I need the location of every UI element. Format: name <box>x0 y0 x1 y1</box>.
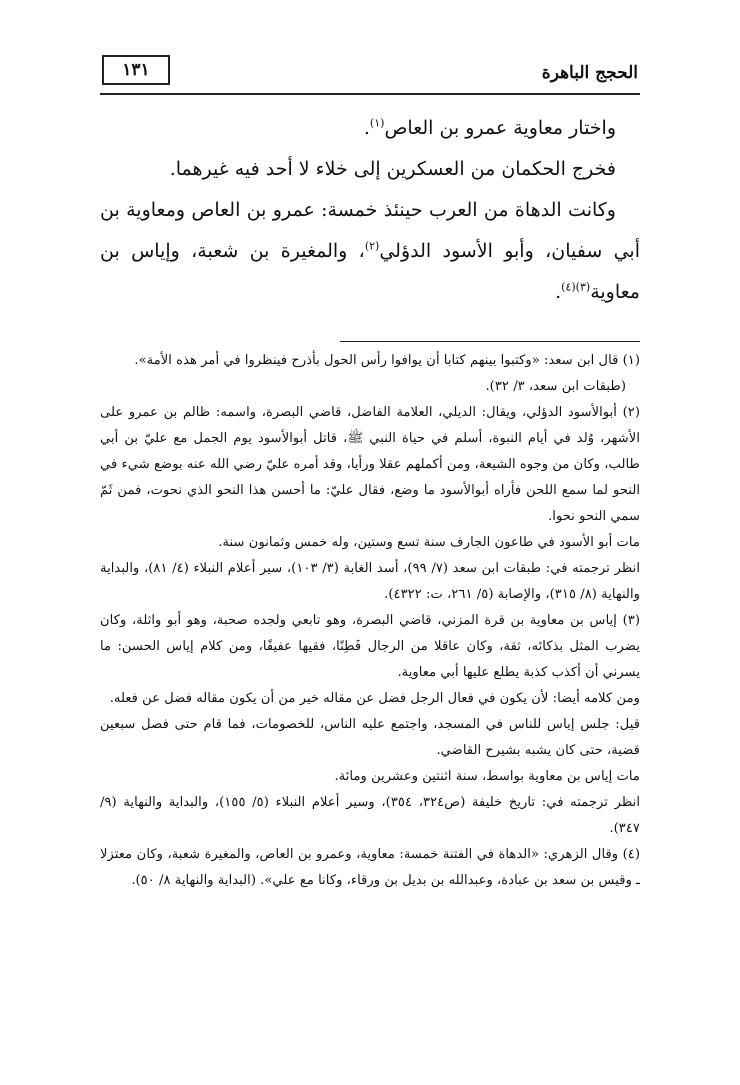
running-header-title: الحجج الباهرة <box>541 63 638 83</box>
footnote-3-death: مات إياس بن معاوية بواسط، سنة اثنتين وعشرين ومائة. <box>334 769 640 784</box>
footnote-ref-2: (٢) <box>364 239 380 253</box>
paragraph-3-end: . <box>555 281 562 303</box>
footnote-3-anecdote: قيل: جلس إياس للناس في المسجد، واجتمع عليه الناس، للخصومات، فما قام حتى فصل سبعين قضية، حتى كان يشبه بشيرح القاضي. <box>100 717 640 758</box>
paragraph-1-text: واختار معاوية عمرو بن العاص <box>384 117 616 139</box>
paragraph-3 <box>100 190 640 313</box>
footnote-1-source: (طبقات ابن سعد، ٣/ ٣٢). <box>485 379 626 394</box>
paragraph-3-mid: ، والمغيرة بن شعبة، وإياس بن معاوية <box>100 240 640 303</box>
footnote-2: (٢) أبوالأسود الدؤلي، ويقال: الديلي، العلامة الفاضل، قاضي البصرة، واسمه: ظالم بن عمرو على الأشهر، وُلد في أيام النبوة، أسلم في حياة النبي ﷺ، قاتل أبوالأسود يوم الجمل مع عليّ بن أبي طالب، وكان من وجوه الشيعة، ومن أكملهم عقلا ورأيا، وقد أمره عليّ رضي الله عنه بوضع شيء في النحو لما سمع اللحن فأراه أبوالأسود ما وضع، فقال عليّ: ما أحسن هذا النحو الذي نحوت، فمن ثَمّ سمي النحو نحوا. <box>100 405 640 524</box>
footnote-ref-3-4: (٣)(٤) <box>561 280 591 294</box>
footnote-4: (٤) وقال الزهري: «الدهاة في الفتنة خمسة: معاوية، وعمرو بن العاص، والمغيرة شعبة، وكان معتزلا ـ وقيس بن سعد بن عبادة، وعبدالله بن بديل بن ورقاء، وكانا مع علي». (البداية والنهاية ٨/ ٥٠). <box>100 847 640 888</box>
footnote-ref-1: (١) <box>369 116 385 130</box>
footnote-1: (١) قال ابن سعد: «وكتبوا بينهم كتابا أن يوافوا رأس الحول بأذرح فينظروا في أمر هذه الأمة». <box>134 353 640 368</box>
footnotes <box>100 348 640 894</box>
footnote-2-sources: انظر ترجمته في: طبقات ابن سعد (٧/ ٩٩)، أسد الغابة (٣/ ١٠٣)، سير أعلام النبلاء (٤/ ٨١)، والبداية والنهاية (٨/ ٣١٥)، والإصابة (٥/ ٢٦١، ت: ٤٣٢٢). <box>100 561 640 602</box>
paragraph-3-text: وكانت الدهاة من العرب حينئذ خمسة: عمرو بن العاص ومعاوية بن أبي سفيان، وأبو الأسود الدؤلي <box>100 199 640 262</box>
footnote-3-sources: انظر ترجمته في: تاريخ خليفة (ص٣٢٤، ٣٥٤)، وسير أعلام النبلاء (٥/ ١٥٥)، والبداية والنهاية (٩/ ٣٤٧). <box>100 795 641 836</box>
page-number-box <box>102 55 170 85</box>
paragraph-1 <box>100 108 640 149</box>
paragraph-2: فخرج الحكمان من العسكرين إلى خلاء لا أحد فيه غيرهما. <box>169 158 616 180</box>
footnote-2-death: مات أبو الأسود في طاعون الجارف سنة تسع وستين، وله خمس وثمانون سنة. <box>218 535 640 550</box>
paragraph-1-end: . <box>363 117 370 139</box>
footnote-divider <box>340 341 640 342</box>
footnote-3: (٣) إياس بن معاوية بن قرة المزني، قاضي البصرة، وهو تابعي ولجده صحبة، وهو أبو واثلة، وكان يضرب المثل بذكائه، ثقة، وكان عاقلا من الرجال فَطِنًا، فقيها عفيفًا، ومن كلام إياس الحسن: ما يسرني أن أكذب كذبة يطلع عليها أبي معاوية. <box>100 613 640 680</box>
main-text <box>100 108 640 313</box>
page-number: ١٣١ <box>122 60 150 80</box>
footnote-3-saying: ومن كلامه أيضا: لأن يكون في فعال الرجل فضل عن مقاله خير من أن يكون مقاله فضل عن فعله. <box>109 691 640 706</box>
header-divider <box>100 93 640 95</box>
